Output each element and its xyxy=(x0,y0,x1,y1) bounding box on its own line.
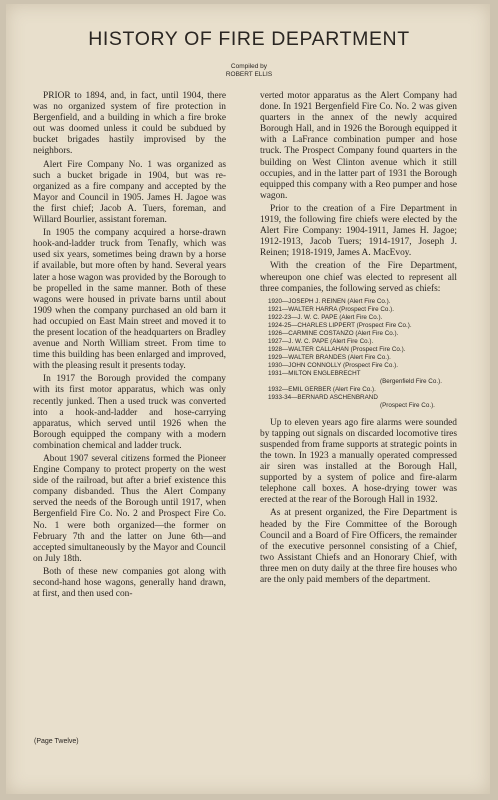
chiefs-list xyxy=(260,298,457,410)
list-item: 1928—WALTER CALLAHAN (Prospect Fire Co.). xyxy=(268,345,406,353)
list-item: 1929—WALTER BRANDES (Alert Fire Co.). xyxy=(268,353,391,361)
list-item: 1932—EMIL GERBER (Alert Fire Co.). xyxy=(268,385,376,393)
paragraph: Alert Fire Company No. 1 was organized as such a bucket brigade in 1904, but was re-organized as a fire company and accepted by the Mayor and Council in 1905. James H. Jagoe was the first chief; Jacob A. Tuers, foreman, and Willard Bourlier, assistant foreman. xyxy=(33,159,226,226)
paragraph: In 1917 the Borough provided the company with its first motor apparatus, which was only recently junked. Then a used truck was converted into a hook-and-ladder and hose-carrying apparatus, which served until 1926 when the Borough equipped the company with a modern combination chemical and ladder truck. xyxy=(33,374,226,451)
paragraph: As at present organized, the Fire Department is headed by the Fire Committee of the Borough Council and a Board of Fire Officers, the remainder of the executive personnel consisting of a Chief, two Assistant Chiefs and an Honorary Chief, with three men on duty daily at the three fire houses who are the only paid members of the department. xyxy=(260,508,457,585)
right-column xyxy=(260,91,457,588)
paragraph: Both of these new companies got along with second-hand hose wagons, generally hand drawn, at first, and then used con- xyxy=(33,566,226,600)
list-item: 1926—CARMINE COSTANZO (Alert Fire Co.). xyxy=(268,329,399,337)
compiled-by-label: Compiled by xyxy=(230,63,268,70)
list-item: 1930—JOHN CONNOLLY (Prospect Fire Co.). xyxy=(268,361,398,369)
paragraph: Prior to the creation of a Fire Department in 1919, the following fire chiefs were elected by the Alert Fire Company: 1904-1911, James H. Jagoe; 1912-1913, Jacob Tuers; 1914-1917, Joseph J. Reinen; 1918-1919, James A. MacEvoy. xyxy=(260,203,457,259)
paragraph: In 1905 the company acquired a horse-drawn hook-and-ladder truck from Tenafly, which was used six years, sometimes being drawn by a horse if available, but more often by hand. Several years later a hose wagon was provided by the Borough to be propelled in the same manner. Both of these wagons were housed in private barns until about 1909 when the company purchased an old barn it had occupied on East Main street and moved it to the present location of the headquarters on Bradley avenue and North William street. From time to time this building has been enlarged and improved, with the pleasing result it presents today. xyxy=(33,228,226,372)
paragraph: Up to eleven years ago fire alarms were sounded by tapping out signals on discarded locomotive tires suspended from frame supports at strategic points in the town. In 1923 a manually operated compressed air siren was installed at the Borough Hall, supported by a system of police and fire-alarm telephone call boxes. A hose-drying tower was erected at the rear of the Borough Hall in 1932. xyxy=(260,417,457,506)
paragraph: PRIOR to 1894, and, in fact, until 1904, there was no organized system of fire protection in Bergenfield, and a building in which a fire broke out was doomed unless it could be subdued by bucket brigades hastily improvised by the neighbors. xyxy=(33,91,226,157)
list-item: 1920—JOSEPH J. REINEN (Alert Fire Co.). xyxy=(268,297,391,305)
author-name: ROBERT ELLIS xyxy=(225,71,273,78)
page-title: HISTORY OF FIRE DEPARTMENT xyxy=(88,28,410,50)
paragraph: About 1907 several citizens formed the Pioneer Engine Company to protect property on the west side of the railroad, but after a brief existence this company disbanded. Thus the Alert Company served the needs of the Borough until 1917, when Bergenfield Fire Co. No. 2 and Prospect Fire Co. No. 1 were both organized—the former on February 7th and the latter on June 6th—and accepted simultaneously by the Mayor and Council on July 18th. xyxy=(33,454,226,564)
paragraph: With the creation of the Fire Department, whereupon one chief was elected to represent all three companies, the following served as chiefs: xyxy=(260,261,457,294)
list-item: 1924-25—CHARLES LIPPERT (Prospect Fire Co.). xyxy=(268,321,412,329)
page-number: (Page Twelve) xyxy=(34,738,79,745)
left-column xyxy=(33,91,226,602)
byline xyxy=(0,63,498,79)
list-item: 1922-23—J. W. C. PAPE (Alert Fire Co.). xyxy=(268,313,383,321)
list-item: 1933-34—BERNARD ASCHENBRAND (Prospect Fire Co.). xyxy=(268,393,435,409)
list-item: 1931—MILTON ENGLEBRECHT (Bergenfield Fire Co.). xyxy=(268,369,442,385)
list-item: 1921—WALTER HARRA (Prospect Fire Co.). xyxy=(268,305,394,313)
list-item: 1927—J. W. C. PAPE (Alert Fire Co.). xyxy=(268,337,374,345)
paragraph: verted motor apparatus as the Alert Company had done. In 1921 Bergenfield Fire Co. No. 2 was given quarters in the annex of the newly acquired Borough Hall, and in 1926 the Borough equipped it with a LaFrance combination pumper and hose truck. The Prospect Company found quarters in the building on West Clinton avenue which it still occupies, and in the latter part of 1931 the Borough equipped this company with a Reo pumper and hose wagon. xyxy=(260,91,457,201)
